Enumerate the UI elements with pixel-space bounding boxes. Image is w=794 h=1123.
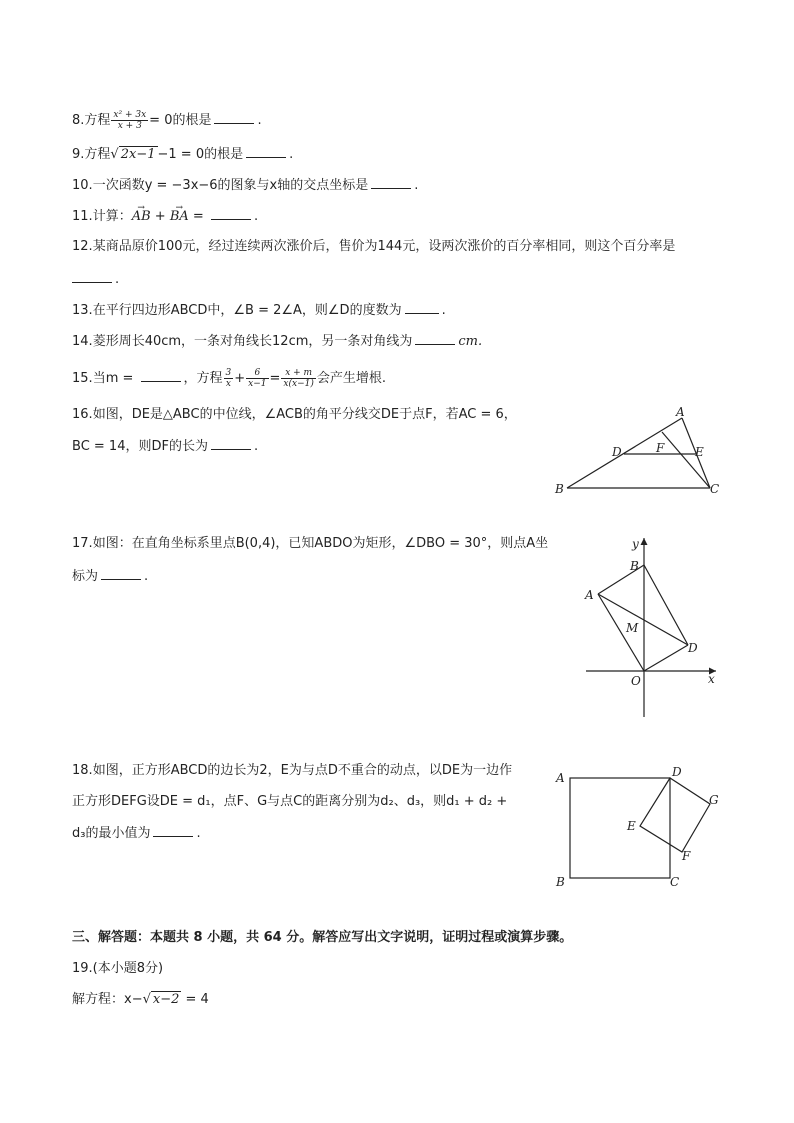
question-number: 13. <box>72 303 93 318</box>
side-do <box>644 645 688 671</box>
figure-18 <box>552 762 732 892</box>
answer-blank <box>211 437 251 450</box>
question-11: 11.计算：→ AB + → BA = . <box>72 207 258 226</box>
label-c: C <box>710 482 720 496</box>
answer-blank <box>72 270 112 283</box>
square-abcd <box>570 778 670 878</box>
question-8: 8.方程 $\frac{\text{x² + 3x}}{x + 3}$ = 0的根是 . <box>72 110 262 131</box>
label-o: O <box>631 674 641 688</box>
question-12-cont: . <box>72 270 119 289</box>
figure-16 <box>552 402 732 500</box>
question-15: 15.当m = ，方程 $\frac{3}{x}$ + $\frac{6}{x-1}$ = $\frac{x + m}{x(x-1)}$ 会产生增根. <box>72 368 387 389</box>
label-y: y <box>632 537 639 551</box>
label-d: D <box>672 765 682 779</box>
label-d: D <box>688 641 698 655</box>
vector-ab: → AB <box>132 208 151 226</box>
question-number: 16. <box>72 407 93 422</box>
question-number: 11. <box>72 209 93 224</box>
section-heading: 三、解答题：本题共 8 小题，共 64 分。解答应写出文字说明，证明过程或演算步骤。 <box>72 930 573 945</box>
label-f: F <box>656 441 665 455</box>
fraction: $\frac{3}{x}$ <box>225 368 232 389</box>
answer-blank <box>141 369 181 382</box>
label-b: B <box>556 875 565 889</box>
question-16: 16.如图，DE是△ABC的中位线，∠ACB的角平分线交DE于点F，若AC = 6， <box>72 407 517 422</box>
square-defg <box>640 778 710 852</box>
question-number: 18. <box>72 763 93 778</box>
question-19-body: 解方程：x−√ x−2 = 4 <box>72 992 209 1007</box>
vector-ba: → BA <box>170 208 189 226</box>
question-18-cont: 正方形DEFG设DE = d₁，点F、G与点C的距离分别为d₂、d₃，则d₁ + d₂ + <box>72 794 508 809</box>
question-16-cont: BC = 14，则DF的长为 . <box>72 439 259 454</box>
question-9: 9.方程√ 2x−1 −1 = 0的根是 . <box>72 147 294 162</box>
fraction: $\frac{x + m}{x(x-1)}$ <box>283 368 314 389</box>
answer-blank <box>211 207 251 220</box>
question-13: 13.在平行四边形ABCD中，∠B = 2∠A，则∠D的度数为 . <box>72 303 446 318</box>
question-17: 17.如图：在直角坐标系里点B(0,4)，已知ABDO为矩形，∠DBO = 30°，则点A坐 <box>72 536 549 551</box>
question-number: 15. <box>72 371 93 386</box>
answer-blank <box>214 111 254 124</box>
question-number: 14. <box>72 334 93 349</box>
label-d: D <box>612 445 622 459</box>
figure-17 <box>578 532 728 722</box>
label-m: M <box>626 621 639 635</box>
answer-blank <box>371 176 411 189</box>
label-a: A <box>585 588 594 602</box>
question-number: 17. <box>72 536 93 551</box>
bisector-cf <box>662 432 710 488</box>
answer-blank <box>405 301 439 314</box>
label-a: A <box>676 405 685 419</box>
label-b: B <box>555 482 564 496</box>
label-c: C <box>670 875 680 889</box>
answer-blank <box>415 332 455 345</box>
label-b: B <box>630 559 639 573</box>
question-12: 12.某商品原价100元，经过连续两次涨价后，售价为144元，设两次涨价的百分率相同，则这个百分率是 <box>72 239 676 254</box>
question-17-cont: 标为 . <box>72 569 149 584</box>
fraction: $\frac{\text{x² + 3x}}{x + 3}$ <box>113 110 147 131</box>
question-18: 18.如图，正方形ABCD的边长为2，E为与点D不重合的动点，以DE为一边作 <box>72 763 513 778</box>
sqrt-symbol: √ <box>142 992 151 1007</box>
question-18-cont2: d₃的最小值为 . <box>72 826 201 841</box>
label-e: E <box>695 445 704 459</box>
question-number: 9. <box>72 147 85 162</box>
question-number: 12. <box>72 239 93 254</box>
fraction: $\frac{6}{x-1}$ <box>248 368 267 389</box>
question-14: 14.菱形周长40cm，一条对角线长12cm，另一条对角线为 cm. <box>72 334 483 349</box>
question-10: 10.一次函数y = −3x−6的图象与x轴的交点坐标是 . <box>72 178 419 193</box>
answer-blank <box>153 824 193 837</box>
answer-blank <box>246 145 286 158</box>
label-a: A <box>556 771 565 785</box>
label-e: E <box>627 819 636 833</box>
answer-blank <box>101 567 141 580</box>
label-g: G <box>709 793 719 807</box>
question-19-header: 19.(本小题8分) <box>72 961 164 976</box>
question-number: 10. <box>72 178 93 193</box>
sqrt-symbol: √ <box>110 147 119 162</box>
label-x: x <box>708 672 715 686</box>
side-ba <box>567 418 682 488</box>
label-f: F <box>682 849 691 863</box>
question-number: 8. <box>72 113 85 128</box>
